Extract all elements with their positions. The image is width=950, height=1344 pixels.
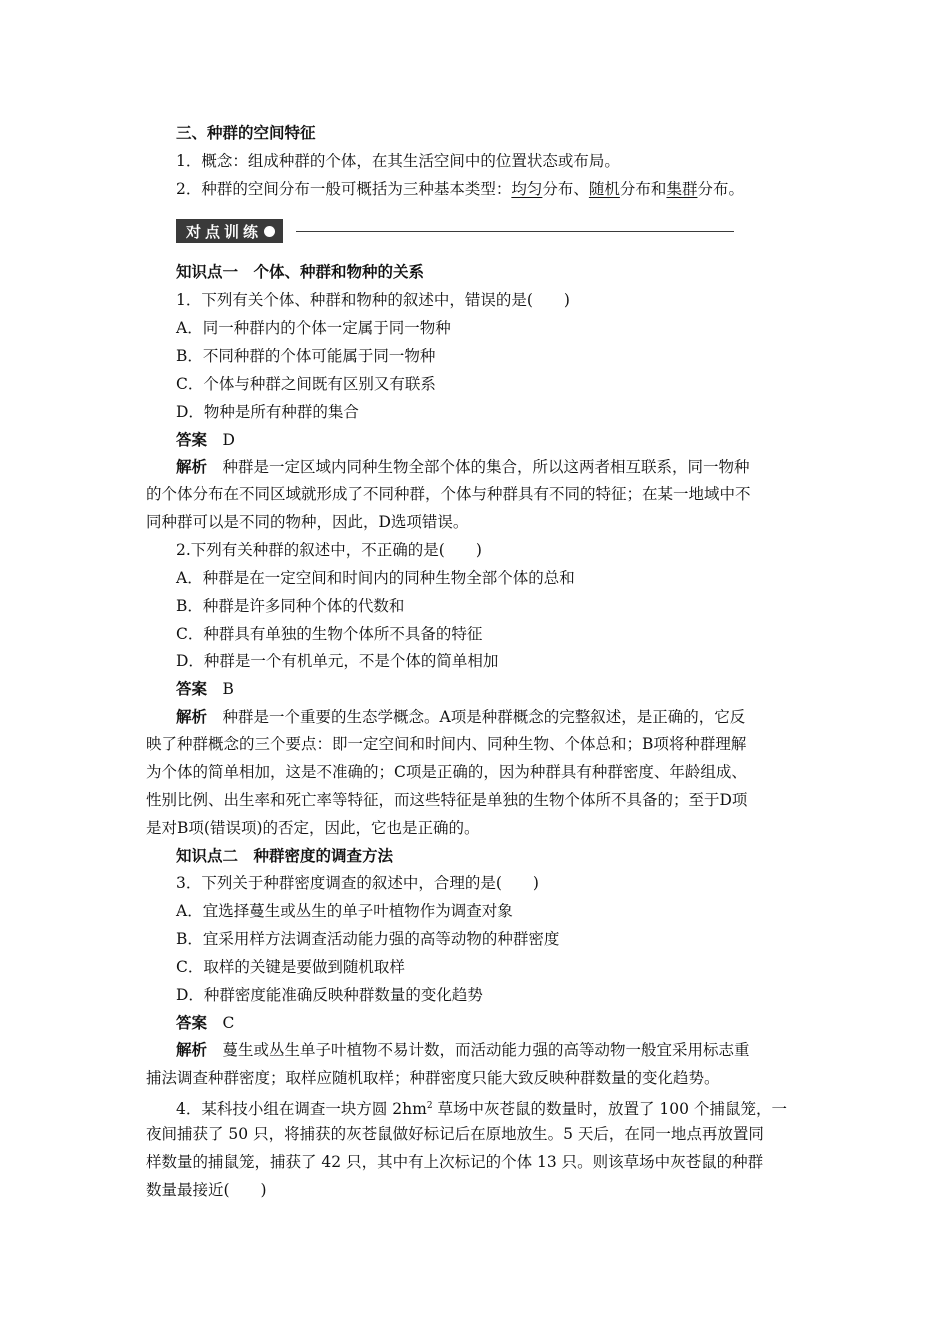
question-1-option-c: C．个体与种群之间既有区别又有联系	[176, 375, 436, 393]
knowledge-point-1-title: 知识点一 个体、种群和物种的关系	[176, 263, 425, 281]
analysis-text: 蔓生或丛生单子叶植物不易计数，而活动能力强的高等动物一般宜采用标志重	[222, 1041, 750, 1059]
analysis-text: 种群是一个重要的生态学概念。A项是种群概念的完整叙述，是正确的，它反	[222, 708, 746, 726]
answer-value: C	[222, 1014, 235, 1032]
bullet-dot-icon	[264, 226, 275, 237]
question-2-analysis	[176, 707, 816, 727]
superscript: 2	[426, 1101, 433, 1111]
answer-value: D	[222, 431, 235, 449]
question-4-text: 样数量的捕鼠笼，捕获了 42 只，其中有上次标记的个体 13 只。则该草场中灰苍鼠的种群	[146, 1153, 764, 1171]
question-1-answer	[176, 430, 816, 450]
practice-banner	[176, 219, 283, 243]
analysis-text: 为个体的简单相加，这是不准确的；C项是正确的，因为种群具有种群密度、年龄组成、	[146, 763, 747, 781]
question-1-analysis	[176, 457, 816, 477]
question-1-option-d: D．物种是所有种群的集合	[176, 403, 359, 421]
question-4-stem	[176, 1096, 816, 1119]
section-title: 三、种群的空间特征	[176, 124, 316, 142]
question-4-text: 草场中灰苍鼠的数量时，放置了 100 个捕鼠笼，一	[432, 1100, 787, 1119]
question-2-option-d: D．种群是一个有机单元，不是个体的简单相加	[176, 652, 499, 670]
analysis-text: 性别比例、出生率和死亡率等特征，而这些特征是单独的生物个体所不具备的；至于D项	[146, 791, 748, 809]
question-3-option-a: A．宜选择蔓生或丛生的单子叶植物作为调查对象	[176, 902, 513, 920]
answer-label: 答案	[176, 1014, 208, 1032]
question-4-text: 数量最接近( )	[146, 1181, 267, 1199]
distribution-text: 分布。	[697, 180, 744, 198]
distribution-text: 分布、	[542, 180, 589, 198]
analysis-label: 解析	[176, 1041, 208, 1059]
answer-label: 答案	[176, 680, 208, 698]
banner-label: 对点训练	[186, 222, 263, 241]
question-1-option-a: A．同一种群内的个体一定属于同一物种	[176, 319, 451, 337]
concept-line: 1．概念：组成种群的个体，在其生活空间中的位置状态或布局。	[176, 152, 620, 170]
question-1-stem: 1．下列有关个体、种群和物种的叙述中，错误的是( )	[176, 291, 570, 309]
banner-label-box	[176, 219, 283, 243]
analysis-text: 捕法调查种群密度；取样应随机取样；种群密度只能大致反映种群数量的变化趋势。	[146, 1069, 720, 1087]
answer-label: 答案	[176, 431, 208, 449]
analysis-label: 解析	[176, 458, 208, 476]
term-clumped: 集群	[666, 180, 698, 198]
answer-value: B	[222, 680, 234, 698]
question-2-option-a: A．种群是在一定空间和时间内的同种生物全部个体的总和	[176, 569, 575, 587]
distribution-text: 分布和	[619, 180, 667, 198]
question-2-stem: 2.下列有关种群的叙述中，不正确的是( )	[176, 541, 482, 559]
knowledge-point-2-title: 知识点二 种群密度的调查方法	[176, 847, 394, 865]
analysis-text: 种群是一定区域内同种生物全部个体的集合，所以这两者相互联系，同一物种	[222, 458, 750, 476]
analysis-text: 映了种群概念的三个要点：即一定空间和时间内、同种生物、个体总和；B项将种群理解	[146, 735, 747, 753]
question-3-option-b: B．宜采用样方法调查活动能力强的高等动物的种群密度	[176, 930, 560, 948]
question-3-option-d: D．种群密度能准确反映种群数量的变化趋势	[176, 986, 483, 1004]
question-4-text: 4．某科技小组在调查一块方圆 2hm	[176, 1100, 427, 1119]
question-3-analysis	[176, 1040, 816, 1060]
term-uniform: 均匀	[511, 180, 543, 198]
question-2-option-c: C．种群具有单独的生物个体所不具备的特征	[176, 625, 483, 643]
question-2-answer	[176, 679, 816, 699]
question-3-stem: 3．下列关于种群密度调查的叙述中，合理的是( )	[176, 874, 539, 892]
analysis-text: 同种群可以是不同的物种，因此，D选项错误。	[146, 513, 469, 531]
question-3-answer	[176, 1013, 816, 1033]
term-random: 随机	[588, 180, 620, 198]
question-2-option-b: B．种群是许多同种个体的代数和	[176, 597, 405, 615]
analysis-label: 解析	[176, 708, 208, 726]
question-1-option-b: B．不同种群的个体可能属于同一物种	[176, 347, 436, 365]
analysis-text: 的个体分布在不同区域就形成了不同种群，个体与种群具有不同的特征；在某一地域中不	[146, 485, 751, 503]
question-3-option-c: C．取样的关键是要做到随机取样	[176, 958, 405, 976]
distribution-prefix: 2．种群的空间分布一般可概括为三种基本类型：	[176, 180, 512, 198]
banner-rule	[296, 231, 734, 232]
distribution-line	[176, 179, 816, 199]
analysis-text: 是对B项(错误项)的否定，因此，它也是正确的。	[146, 819, 480, 837]
question-4-text: 夜间捕获了 50 只，将捕获的灰苍鼠做好标记后在原地放生。5 天后，在同一地点再放置同	[146, 1125, 764, 1143]
